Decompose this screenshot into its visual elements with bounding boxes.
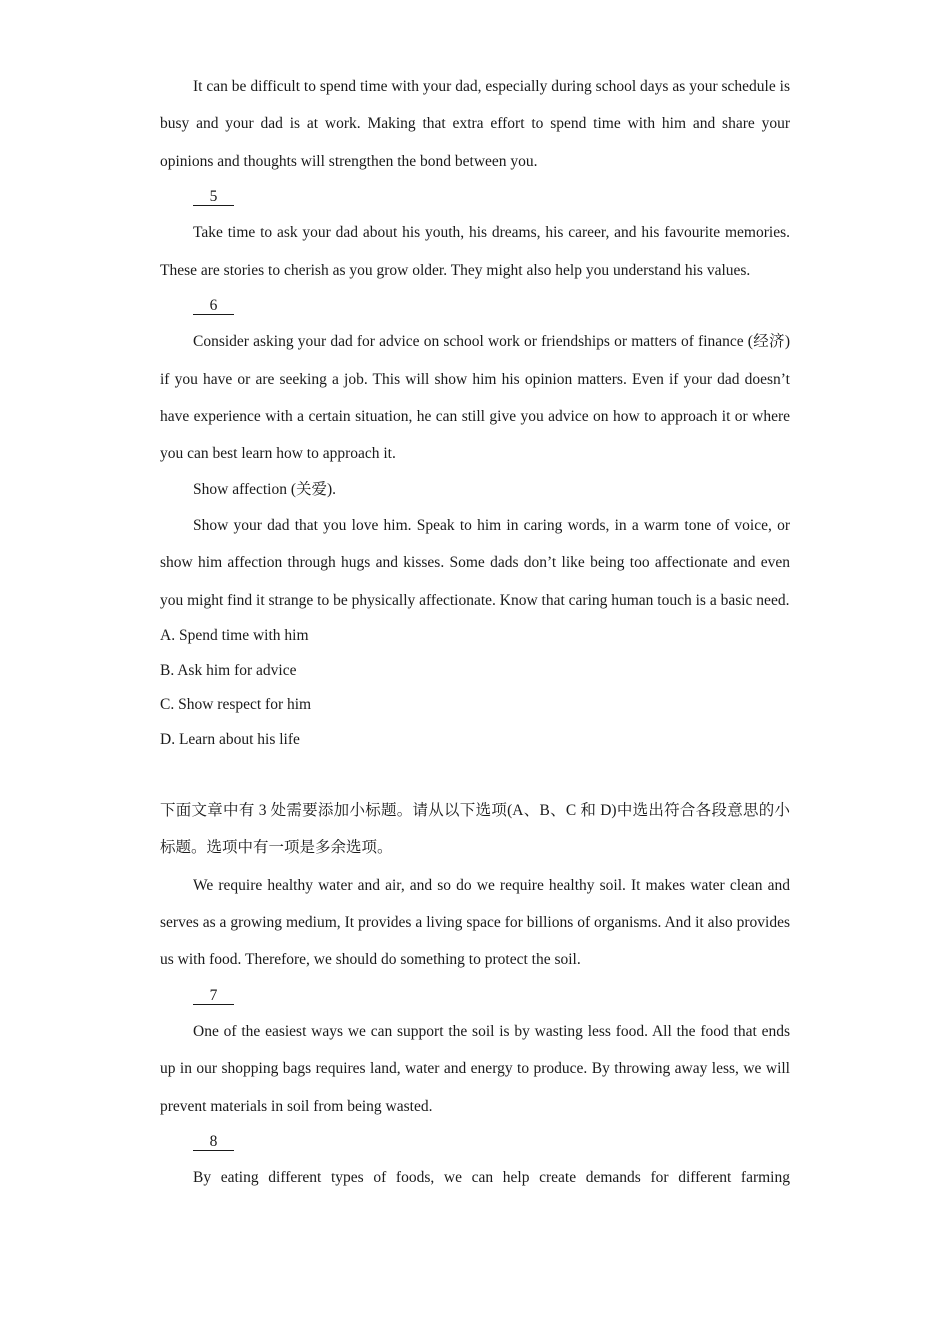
question-blank-8[interactable] [160, 1125, 790, 1160]
question-blank-7[interactable] [160, 979, 790, 1014]
option-d[interactable]: D. Learn about his life [160, 730, 300, 748]
subheading-show-affection: Show affection (关爱). [193, 480, 337, 498]
blank-number-6: 6 [193, 297, 234, 315]
passage2-paragraph-7: One of the easiest ways we can support the soil is by wasting less food. All the food that ends up in our shopping bags requires land, water and energy to produce. By throwing away less, we will prevent materials in soil from being wasted. [160, 1023, 790, 1115]
section2-instruction: 下面文章中有 3 处需要添加小标题。请从以下选项(A、B、C 和 D)中选出符合各段意思的小标题。选项中有一项是多余选项。 [160, 802, 790, 857]
passage2-paragraph-8: By eating different types of foods, we can help create demands for different farming [193, 1169, 790, 1187]
blank-number-8: 8 [193, 1133, 234, 1151]
passage1-paragraph-6: Consider asking your dad for advice on school work or friendships or matters of finance (经济) if you have or are seeking a job. This will show him his opinion matters. Even if your dad doesn’t have experience with a certain situation, he can still give you advice on how to approach it or where you can best learn how to approach it. [160, 333, 790, 463]
question-blank-6[interactable] [160, 289, 790, 324]
blank-number-7: 7 [193, 987, 234, 1005]
option-b[interactable]: B. Ask him for advice [160, 661, 297, 679]
answer-options-list [160, 619, 790, 757]
passage1-intro-paragraph: It can be difficult to spend time with your dad, especially during school days as your schedule is busy and your dad is at work. Making that extra effort to spend time with him and share your opinions and thoughts will strengthen the bond between you. [160, 78, 790, 170]
document-page [160, 0, 790, 1197]
passage2-intro-paragraph: We require healthy water and air, and so do we require healthy soil. It makes water clean and serves as a growing medium, It provides a living space for billions of organisms. And it also provides us with food. Therefore, we should do something to protect the soil. [160, 876, 790, 969]
option-c[interactable]: C. Show respect for him [160, 696, 312, 714]
passage1-paragraph-5: Take time to ask your dad about his youth, his dreams, his career, and his favourite memories. These are stories to cherish as you grow older. They might also help you understand his values. [160, 224, 790, 279]
passage1-paragraph-affection: Show your dad that you love him. Speak to him in caring words, in a warm tone of voice, or show him affection through hugs and kisses. Some dads don’t like being too affectionate and even you might find it strange to be physically affectionate. Know that caring human touch is a basic need. [160, 517, 790, 609]
question-blank-5[interactable] [160, 180, 790, 215]
option-a[interactable]: A. Spend time with him [160, 627, 309, 645]
blank-number-5: 5 [193, 188, 234, 206]
